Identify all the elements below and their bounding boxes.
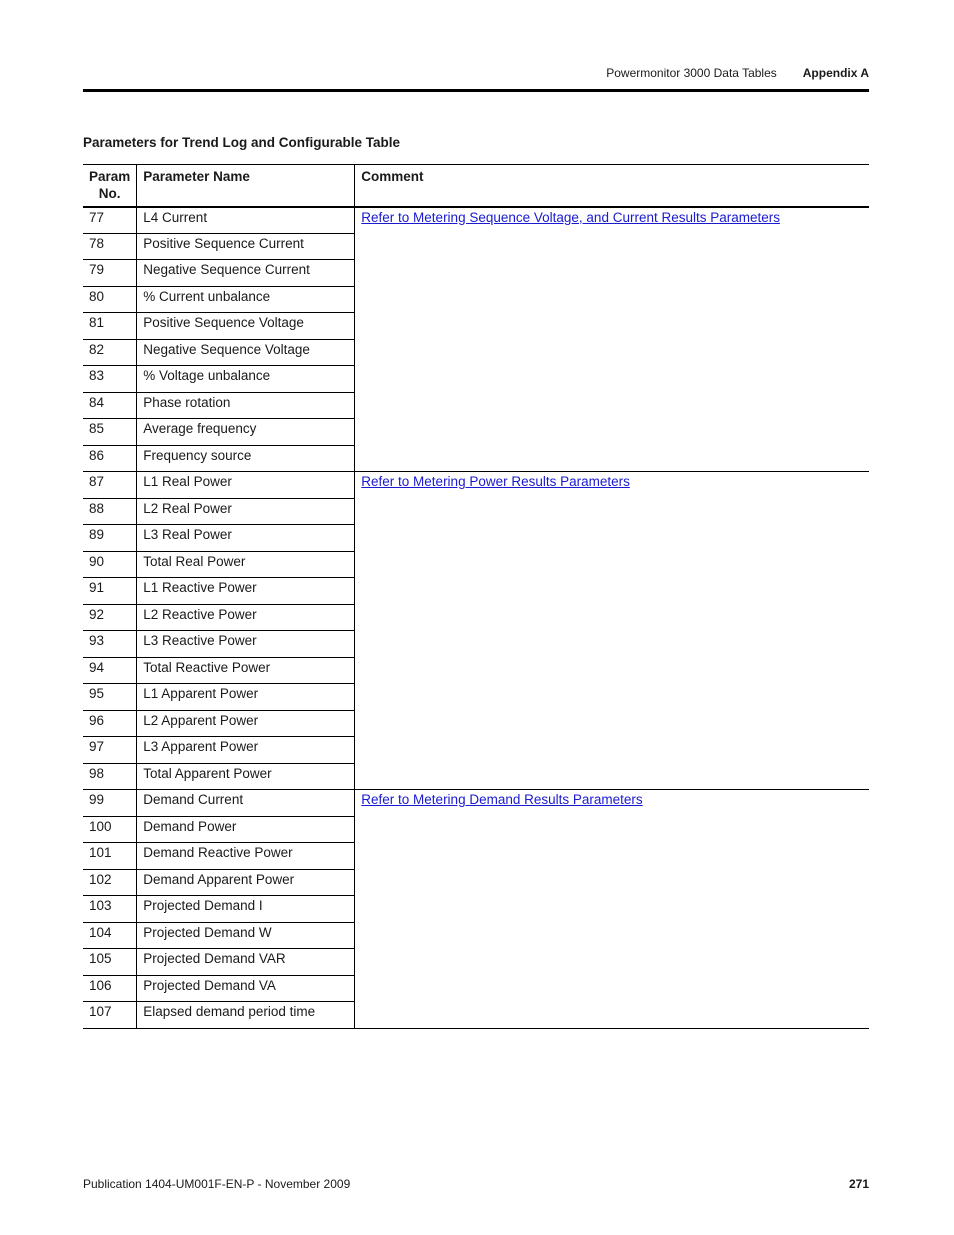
comment-cell [355,816,869,843]
parameter-name-cell: Elapsed demand period time [137,1002,355,1029]
comment-cell [355,551,869,578]
param-number-cell: 90 [83,551,137,578]
parameter-name-cell: Projected Demand W [137,922,355,949]
parameter-name-cell: L2 Reactive Power [137,604,355,631]
table-row [83,472,869,499]
parameter-name-cell: Total Real Power [137,551,355,578]
parameter-name-cell: % Current unbalance [137,286,355,313]
param-number-cell: 85 [83,419,137,446]
comment-cell [355,233,869,260]
table-row [83,763,869,790]
comment-cell [355,445,869,472]
table-row [83,790,869,817]
page-number: 271 [848,1177,869,1191]
cross-reference-link[interactable]: Refer to Metering Sequence Voltage, and Current Results Parameters [361,209,781,225]
parameter-name-cell: Demand Current [137,790,355,817]
parameter-name-cell: L1 Reactive Power [137,578,355,605]
param-number-cell: 103 [83,896,137,923]
comment-cell [355,843,869,870]
param-number-cell: 99 [83,790,137,817]
param-no-header-line2: No. [98,186,121,201]
appendix-label: Appendix A [802,66,869,80]
table-title: Parameters for Trend Log and Configurable Table [83,135,401,150]
parameter-name-cell: L2 Apparent Power [137,710,355,737]
comment-cell [355,737,869,764]
param-number-cell: 94 [83,657,137,684]
document-title: Powermonitor 3000 Data Tables [606,66,777,80]
cross-reference-link[interactable]: Refer to Metering Demand Results Parameters [361,792,643,807]
parameter-name-cell: Frequency source [137,445,355,472]
comment-cell [355,1002,869,1029]
table-row [83,392,869,419]
comment-cell [355,604,869,631]
table-row [83,339,869,366]
comment-cell [355,260,869,287]
comment-cell [355,684,869,711]
parameter-name-cell: Projected Demand I [137,896,355,923]
table-row [83,551,869,578]
param-no-header-line1: Param [89,169,131,184]
parameter-name-cell: L3 Apparent Power [137,737,355,764]
comment-cell [355,657,869,684]
param-number-cell: 97 [83,737,137,764]
table-row [83,578,869,605]
table-row [83,604,869,631]
parameter-name-cell: Negative Sequence Voltage [137,339,355,366]
parameter-name-cell: Positive Sequence Current [137,233,355,260]
comment-cell [355,896,869,923]
parameter-name-cell: L1 Real Power [137,472,355,499]
parameter-name-cell: Demand Reactive Power [137,843,355,870]
comment-cell [355,869,869,896]
table-row [83,631,869,658]
page-header [83,66,869,80]
page-footer [83,1177,869,1191]
comment-cell [355,578,869,605]
parameter-name-cell: L3 Real Power [137,525,355,552]
table-row [83,710,869,737]
param-number-cell: 81 [83,313,137,340]
parameter-name-cell: Negative Sequence Current [137,260,355,287]
table-header-row [83,165,869,207]
parameter-name-cell: Total Reactive Power [137,657,355,684]
table-row [83,233,869,260]
comment-cell [355,790,869,817]
comment-cell [355,975,869,1002]
parameter-name-cell: Demand Power [137,816,355,843]
parameter-name-cell: L3 Reactive Power [137,631,355,658]
table-row [83,869,869,896]
table-row [83,949,869,976]
param-number-cell: 84 [83,392,137,419]
comment-cell [355,922,869,949]
param-number-cell: 79 [83,260,137,287]
parameter-name-cell: Average frequency [137,419,355,446]
param-number-cell: 92 [83,604,137,631]
parameter-name-cell: L1 Apparent Power [137,684,355,711]
comment-cell [355,631,869,658]
param-number-cell: 89 [83,525,137,552]
parameter-name-cell: % Voltage unbalance [137,366,355,393]
parameter-name-cell: Total Apparent Power [137,763,355,790]
parameter-name-cell: L4 Current [137,207,355,234]
comment-cell [355,710,869,737]
table-row [83,366,869,393]
param-number-cell: 80 [83,286,137,313]
table-row [83,525,869,552]
table-row [83,286,869,313]
comment-cell [355,763,869,790]
param-number-cell: 82 [83,339,137,366]
table-row [83,896,869,923]
param-number-cell: 95 [83,684,137,711]
parameter-name-cell: Positive Sequence Voltage [137,313,355,340]
param-number-cell: 91 [83,578,137,605]
column-header-comment: Comment [355,165,869,207]
param-number-cell: 93 [83,631,137,658]
comment-cell [355,949,869,976]
param-number-cell: 78 [83,233,137,260]
table-row [83,922,869,949]
param-number-cell: 105 [83,949,137,976]
param-number-cell: 83 [83,366,137,393]
table-row [83,207,869,234]
column-header-parameter-name: Parameter Name [137,165,355,207]
param-number-cell: 104 [83,922,137,949]
table-row [83,445,869,472]
parameters-table [83,164,869,1029]
table-row [83,816,869,843]
header-rule [83,89,869,92]
param-number-cell: 88 [83,498,137,525]
param-number-cell: 96 [83,710,137,737]
param-number-cell: 86 [83,445,137,472]
param-number-cell: 101 [83,843,137,870]
comment-cell [355,339,869,366]
column-header-param-no [83,165,137,207]
param-number-cell: 100 [83,816,137,843]
param-number-cell: 102 [83,869,137,896]
comment-cell [355,366,869,393]
comment-cell [355,525,869,552]
table-row [83,260,869,287]
publication-id: Publication 1404-UM001F-EN-P - November 2009 [83,1177,351,1191]
parameter-name-cell: Projected Demand VA [137,975,355,1002]
parameter-name-cell: Projected Demand VAR [137,949,355,976]
table-row [83,1002,869,1029]
comment-cell [355,498,869,525]
table-row [83,684,869,711]
table-row [83,657,869,684]
param-number-cell: 107 [83,1002,137,1029]
table-row [83,737,869,764]
comment-cell [355,313,869,340]
cross-reference-link[interactable]: Refer to Metering Power Results Parameters [361,474,630,489]
parameter-name-cell: L2 Real Power [137,498,355,525]
table-row [83,843,869,870]
param-number-cell: 106 [83,975,137,1002]
parameter-name-cell: Phase rotation [137,392,355,419]
param-number-cell: 77 [83,207,137,234]
comment-cell [355,472,869,499]
parameter-name-cell: Demand Apparent Power [137,869,355,896]
table-row [83,498,869,525]
table-row [83,975,869,1002]
param-number-cell: 87 [83,472,137,499]
comment-cell [355,419,869,446]
comment-cell [355,286,869,313]
comment-cell [355,207,869,234]
table-row [83,419,869,446]
param-number-cell: 98 [83,763,137,790]
comment-cell [355,392,869,419]
table-body [83,207,869,1029]
table-row [83,313,869,340]
